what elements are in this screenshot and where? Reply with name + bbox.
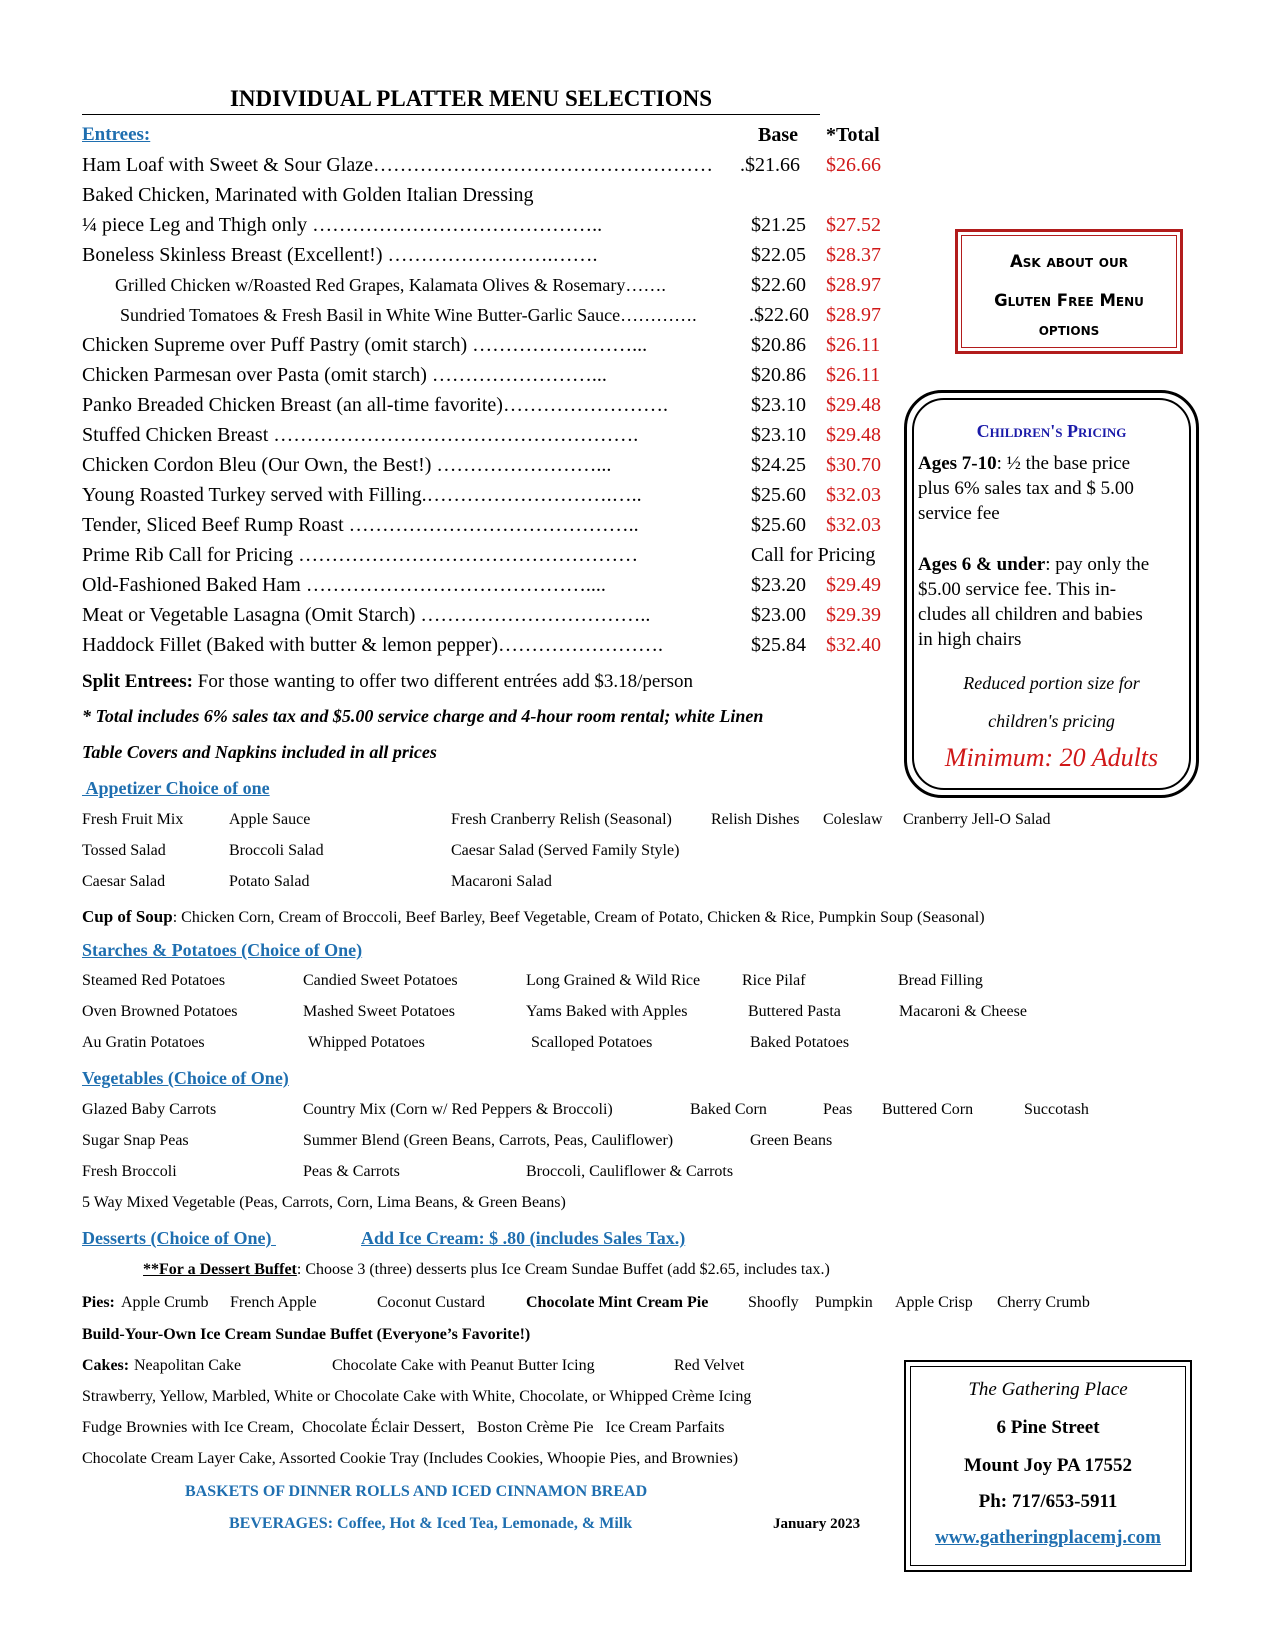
entree-total-price: $29.48 [826, 394, 881, 416]
sundae-buffet: Build-Your-Own Ice Cream Sundae Buffet (Everyone’s Favorite!) [82, 1326, 531, 1343]
list-item: Broccoli, Cauliflower & Carrots [526, 1163, 734, 1180]
list-item: Chocolate Mint Cream Pie [526, 1294, 709, 1311]
list-item: Relish Dishes [711, 811, 800, 828]
entree-total-price: $28.97 [826, 274, 881, 296]
entree-name: Prime Rib Call for Pricing …………………………………………… [82, 544, 639, 566]
entree-name: Meat or Vegetable Lasagna (Omit Starch) …………………………….. [82, 604, 651, 626]
entree-total-price: $29.39 [826, 604, 881, 626]
dessert-buffet-note [143, 1261, 830, 1279]
list-item: Coconut Custard [377, 1294, 485, 1311]
entree-name: Baked Chicken, Marinated with Golden Italian Dressing [82, 184, 534, 206]
vegetables-heading: Vegetables (Choice of One) [82, 1068, 289, 1088]
entree-total-price: $27.52 [826, 214, 881, 236]
entree-name: Sundried Tomatoes & Fresh Basil in White Wine Butter-Garlic Sauce…………. [120, 305, 697, 325]
entree-total-price: $26.66 [826, 154, 881, 176]
gluten-free-line: Ask about our [1010, 252, 1128, 271]
list-item: Apple Sauce [229, 811, 311, 828]
list-item: Red Velvet [674, 1357, 745, 1374]
entree-base-price: $22.05 [751, 244, 806, 266]
list-item: Peas & Carrots [303, 1163, 400, 1180]
city-state-zip: Mount Joy PA 17552 [963, 1455, 1132, 1476]
phone-number: Ph: 717/653-5911 [978, 1491, 1118, 1512]
list-item: Long Grained & Wild Rice [526, 972, 701, 989]
soup-label: Cup of Soup [82, 907, 173, 926]
ice-cream-addon: Add Ice Cream: $ .80 (includes Sales Tax.) [361, 1228, 686, 1248]
cakes-label: Cakes: [82, 1357, 130, 1374]
list-item: Buttered Pasta [748, 1003, 841, 1020]
split-entrees-text: For those wanting to offer two different entrées add $3.18/person [193, 671, 694, 692]
entree-base-price: $25.60 [751, 514, 806, 536]
entree-name: Panko Breaded Chicken Breast (an all-time favorite)……………………. [82, 394, 668, 416]
list-item: Neapolitan Cake [134, 1357, 242, 1374]
entree-total-price: $26.11 [826, 334, 881, 356]
soup-line [82, 907, 985, 927]
entree-name: Haddock Fillet (Baked with butter & lemon pepper)……………………. [82, 634, 664, 656]
entree-name: Boneless Skinless Breast (Excellent!) …………………….……. [82, 244, 598, 266]
dessert-buffet-text: : Choose 3 (three) desserts plus Ice Cream Sundae Buffet (add $2.65, includes tax.) [296, 1261, 830, 1278]
desserts-line: Fudge Brownies with Ice Cream, Chocolate Éclair Dessert, Boston Crème Pie Ice Cream Parfaits [82, 1419, 725, 1436]
menu-date: January 2023 [773, 1516, 861, 1532]
business-name: The Gathering Place [968, 1379, 1128, 1400]
entree-base-price: $23.10 [751, 394, 806, 416]
list-item: Summer Blend (Green Beans, Carrots, Peas, Cauliflower) [303, 1132, 674, 1149]
website-link[interactable]: www.gatheringplacemj.com [935, 1527, 1161, 1548]
list-item: Macaroni Salad [451, 873, 552, 890]
ages-6-under-line: in high chairs [918, 629, 1022, 650]
entree-total-price: $29.49 [826, 574, 881, 596]
desserts-line: Chocolate Cream Layer Cake, Assorted Cookie Tray (Includes Cookies, Whoopie Pies, and Brownies) [82, 1450, 739, 1467]
contact-inner-border [910, 1366, 1186, 1566]
list-item: Green Beans [750, 1132, 833, 1149]
list-item: Chocolate Cake with Peanut Butter Icing [332, 1357, 595, 1374]
list-item: Sugar Snap Peas [82, 1132, 189, 1149]
list-item: Baked Potatoes [750, 1034, 850, 1051]
base-column-header: Base [758, 124, 798, 146]
starches-heading: Starches & Potatoes (Choice of One) [82, 940, 363, 960]
ages-7-10-text [918, 451, 1134, 526]
list-item: Apple Crisp [895, 1294, 973, 1311]
list-item: Oven Browned Potatoes [82, 1003, 238, 1020]
baskets-note: BASKETS OF DINNER ROLLS AND ICED CINNAMON BREAD [185, 1483, 648, 1500]
entree-total-price: $26.11 [826, 364, 881, 386]
entree-total-price: $28.37 [826, 244, 881, 266]
desserts-heading: Desserts (Choice of One) [82, 1228, 276, 1248]
contact-box [904, 1360, 1192, 1572]
total-column-header: *Total [826, 124, 880, 146]
list-item: Steamed Red Potatoes [82, 972, 226, 989]
ages-6-under-label: Ages 6 & under [918, 554, 1046, 575]
list-item: Mashed Sweet Potatoes [303, 1003, 455, 1020]
page-title: INDIVIDUAL PLATTER MENU SELECTIONS [82, 86, 820, 115]
entree-name: Chicken Parmesan over Pasta (omit starch) ……………………... [82, 364, 607, 386]
street-address: 6 Pine Street [996, 1417, 1100, 1438]
list-item: Broccoli Salad [229, 842, 324, 859]
split-entrees-note [82, 671, 693, 693]
list-item: Fresh Fruit Mix [82, 811, 184, 828]
list-item: Potato Salad [229, 873, 310, 890]
list-item: Yams Baked with Apples [526, 1003, 688, 1020]
entree-total-price: $32.40 [826, 634, 881, 656]
list-item: Fresh Broccoli [82, 1163, 177, 1180]
entree-name: Grilled Chicken w/Roasted Red Grapes, Kalamata Olives & Rosemary……. [115, 275, 666, 295]
entree-base-price: $21.25 [751, 214, 806, 236]
ages-6-under-line: cludes all children and babies [918, 604, 1143, 625]
list-item: Coleslaw [823, 811, 883, 828]
entree-name: Young Roasted Turkey served with Filling.……………………….….. [82, 484, 642, 506]
entree-name: Chicken Cordon Bleu (Our Own, the Best!) ……………………... [82, 454, 612, 476]
gluten-free-inner-border [961, 235, 1177, 348]
list-item: Scalloped Potatoes [531, 1034, 653, 1051]
pies-label: Pies: [82, 1294, 115, 1311]
list-item: Peas [823, 1101, 853, 1118]
linen-footnote: Table Covers and Napkins included in all prices [82, 742, 437, 762]
entree-total-price: $32.03 [826, 514, 881, 536]
list-item: Au Gratin Potatoes [82, 1034, 205, 1051]
entree-name: Chicken Supreme over Puff Pastry (omit starch) ……………………... [82, 334, 648, 356]
dessert-buffet-label: **For a Dessert Buffet [143, 1261, 297, 1278]
entree-base-price: $20.86 [751, 364, 806, 386]
entree-total-price: $30.70 [826, 454, 881, 476]
ages-6-under-line: : pay only the [1045, 554, 1150, 575]
ages-7-10-label: Ages 7-10 [918, 453, 997, 474]
entree-total-price: $29.48 [826, 424, 881, 446]
list-item: Whipped Potatoes [308, 1034, 425, 1051]
minimum-adults: Minimum: 20 Adults [944, 743, 1159, 772]
list-item: Pumpkin [815, 1294, 873, 1311]
list-item: French Apple [230, 1294, 317, 1311]
entree-base-price: $24.25 [751, 454, 806, 476]
entree-name: Tender, Sliced Beef Rump Roast …………………………………….. [82, 514, 639, 536]
total-footnote: * Total includes 6% sales tax and $5.00 service charge and 4-hour room rental; white Linen [82, 706, 764, 726]
list-item: Caesar Salad (Served Family Style) [451, 842, 680, 859]
reduced-portion-note: Reduced portion size for [963, 673, 1140, 693]
ages-6-under-line: $5.00 service fee. This in- [918, 579, 1117, 600]
list-item: Baked Corn [690, 1101, 767, 1118]
gluten-free-line: options [1038, 320, 1100, 339]
list-item: Apple Crumb [121, 1294, 209, 1311]
entree-base-price: $22.60 [751, 274, 806, 296]
entree-name: ¼ piece Leg and Thigh only …………………………………….. [82, 214, 603, 236]
ages-6-under-text [918, 552, 1149, 652]
entree-base-price: Call for Pricing [751, 544, 876, 566]
entree-name: Stuffed Chicken Breast ………………………………………………. [82, 424, 639, 446]
cakes-line: Strawberry, Yellow, Marbled, White or Chocolate Cake with White, Chocolate, or Whipped Crème Icing [82, 1388, 752, 1405]
entree-base-price: $20.86 [751, 334, 806, 356]
ages-7-10-line: : ½ the base price [996, 453, 1131, 474]
appetizer-heading: Appetizer Choice of one [82, 778, 270, 798]
entree-base-price: $25.60 [751, 484, 806, 506]
entree-base-price: $23.10 [751, 424, 806, 446]
childrens-pricing-box [904, 390, 1199, 798]
list-item: Fresh Cranberry Relish (Seasonal) [451, 811, 672, 828]
entree-name: Old-Fashioned Baked Ham …………………………………….... [82, 574, 606, 596]
list-item: Macaroni & Cheese [899, 1003, 1027, 1020]
entree-base-price: .$22.60 [749, 304, 809, 326]
list-item: Buttered Corn [882, 1101, 974, 1118]
list-item: Country Mix (Corn w/ Red Peppers & Broccoli) [303, 1101, 613, 1118]
list-item: Cranberry Jell-O Salad [903, 811, 1051, 828]
soup-text: : Chicken Corn, Cream of Broccoli, Beef Barley, Beef Vegetable, Cream of Potato, Chicken & Rice, Pumpkin Soup (Seasonal) [172, 909, 985, 926]
ages-7-10-line: plus 6% sales tax and $ 5.00 [918, 478, 1134, 499]
list-item: Rice Pilaf [742, 972, 806, 989]
reduced-portion-note: children's pricing [988, 711, 1115, 731]
entree-base-price: $25.84 [751, 634, 806, 656]
entrees-heading: Entrees: [82, 124, 151, 145]
gluten-free-line: Gluten Free Menu [994, 291, 1144, 310]
entree-name: Ham Loaf with Sweet & Sour Glaze…………………………………………… [82, 154, 714, 176]
list-item: Caesar Salad [82, 873, 166, 890]
entree-base-price: $23.20 [751, 574, 806, 596]
split-entrees-label: Split Entrees: [82, 671, 194, 692]
list-item: Succotash [1024, 1101, 1089, 1118]
list-item: Candied Sweet Potatoes [303, 972, 458, 989]
gluten-free-callout [955, 229, 1183, 354]
ages-7-10-line: service fee [918, 503, 1000, 524]
entree-total-price: $32.03 [826, 484, 881, 506]
list-item: Shoofly [748, 1294, 799, 1311]
list-item: Bread Filling [898, 972, 983, 989]
childrens-pricing-heading: Children's Pricing [976, 421, 1127, 441]
entree-base-price: .$21.66 [740, 154, 800, 176]
list-item: Tossed Salad [82, 842, 166, 859]
entree-base-price: $23.00 [751, 604, 806, 626]
list-item: Glazed Baby Carrots [82, 1101, 217, 1118]
beverages-note: BEVERAGES: Coffee, Hot & Iced Tea, Lemonade, & Milk [229, 1515, 633, 1532]
list-item: 5 Way Mixed Vegetable (Peas, Carrots, Corn, Lima Beans, & Green Beans) [82, 1194, 566, 1211]
list-item: Cherry Crumb [997, 1294, 1090, 1311]
entree-total-price: $28.97 [826, 304, 881, 326]
